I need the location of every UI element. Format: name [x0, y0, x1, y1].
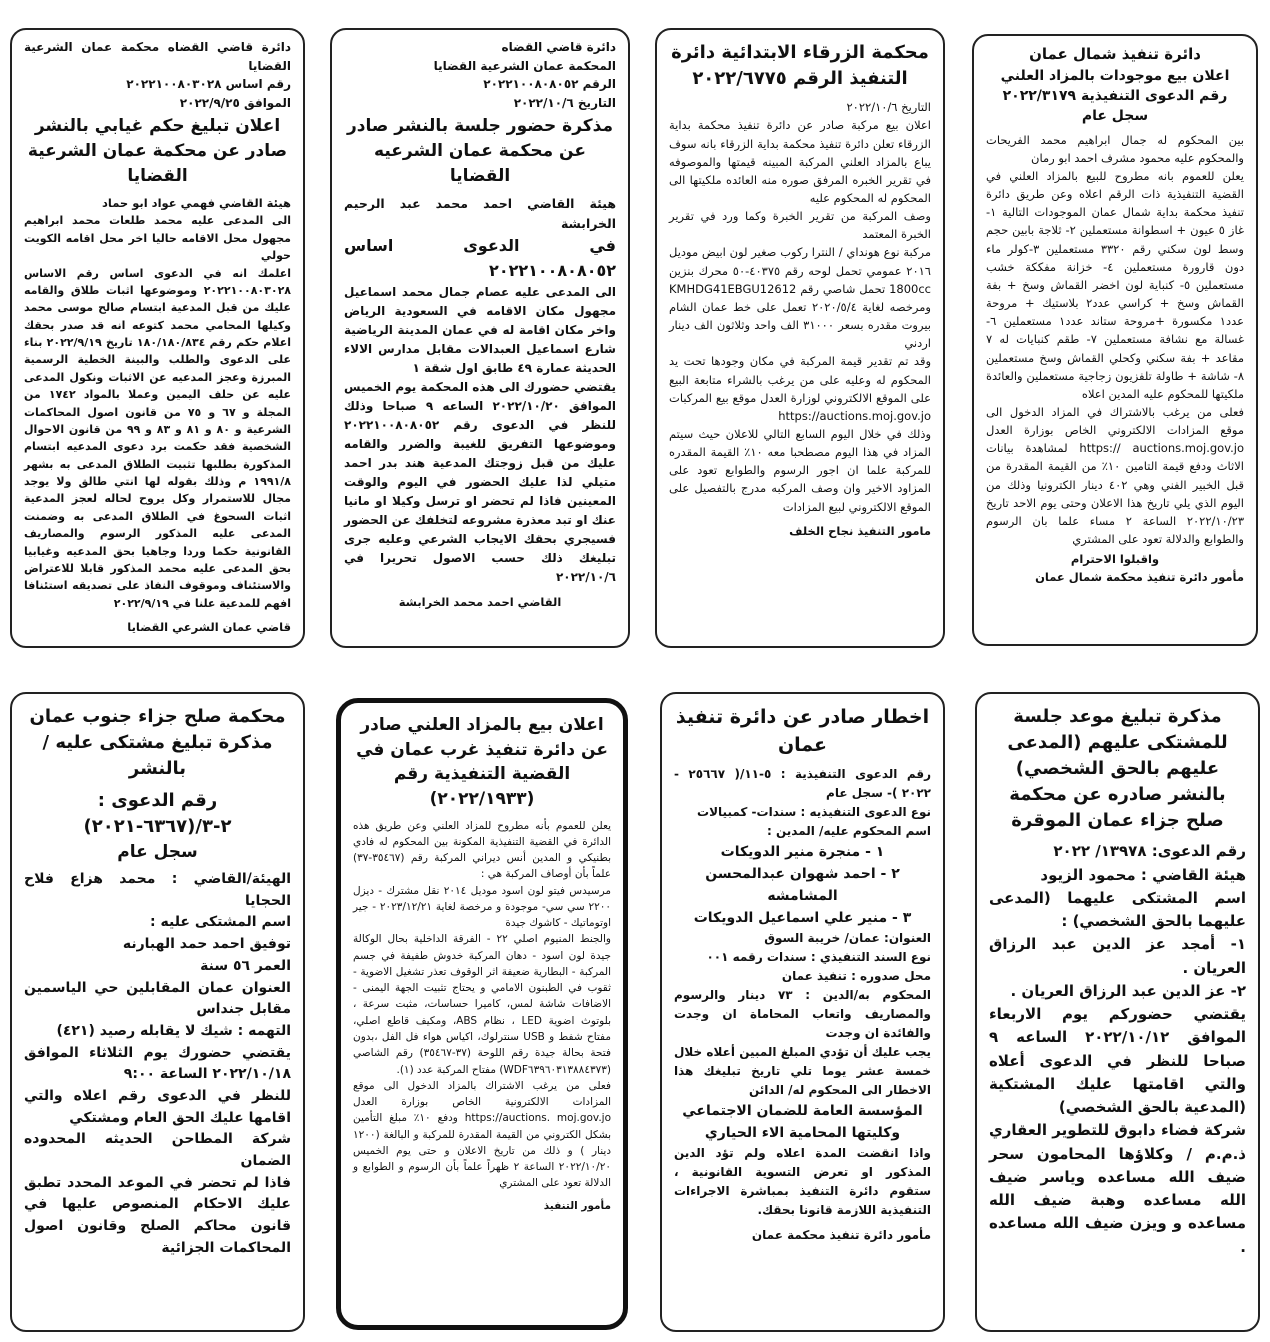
notice-paragraph: اعلمك انه في الدعوى اساس رقم الاساس ٢٠٢٢١٠٠٨٠٣٠٢٨ وموضوعها اثبات طلاق والقامه عليك من قبل المدعية ابتسام صالح موسى محمد وكيلها المحامي محمد كتوعه انه قد صدر بحقك اعلام حكم رقم ١٨٠/١٨٠/٨٣٤ تاريخ ٢٠٢٢/٩/١٩ بناء على الدعوى والطلب والبينة الخطية الرسمية المبرزة وعجز المدعيه عن الاثبات ونكول المدعى عليه عن حلف اليمين وعملا بالمواد ١٧٤٢ من المجلة و ٦٧ و ٧٥ من قانون اصول المحاكمات الشرعية و ٨٠ و ٨١ و ٨٣ و ٩٩ من قانون الاحوال الشخصية فقد حكمت برد دعوى المدعيه ابتسام المذكورة بطلبها تثبيت الطلاق المدعى به بشهر ١٩٩١/٨ م وذلك بقوله لها انتي طالق ولا يوجد مجال للاستمرار وكل يروح لحاله لعجز المدعية اثبات السحوغ في الطلاق المدعى به وضمنت المدعى عليه المذكور الرسوم والمصاريف القانونية حكما وردا وجاهيا بحق المدعيه وغيابيا بحق المدعى عليه محمد المذكور قابلا للاعتراض والاستئناف وموقوف النفاذ على تصديقه استئنافا افهم للمدعية علنا في ٢٠٢٢/٩/١٩ [24, 266, 291, 610]
notice-date: التاريخ ٢٠٢٢/١٠/٦ [846, 100, 931, 115]
notice-defendant: ٢- عز الدين عبد الرزاق العريان . [1010, 981, 1246, 1000]
notice-paragraph: يعلن للعموم بانه مطروح للبيع بالمزاد العلني في القضية التنفيذية ذات الرقم اعلاه وعن طريق دائرة تنفيذ محكمة بداية شمال عمان الموجودات التالية ١- غاز ٥ عيون + اسطوانة مستعملين ٢- ثلاجة بابين حجم وسط لون سكني رقم ٣٣٢٠ مستعملين ٣-كولر ماء دون قارورة مستعملين ٤- خزانة مفككة خشب مستعملين ٥- كنباية لون اخضر القماش وسخ + بفة القماش وسخ + كراسي عدد٢ بلاستيك + مروحة عدد١ مكسورة +مروحة ستاند عدد١ مستعملين ٦- غسالة مع نشافة مستعملين ٧- طقم كنبايات له ٧ مقاعد + بفة سكني وكحلي القماش وسخ مستعملين ٨- شاشة + طاولة تلفزيون زجاجية مستعملين والعائدة ملكيتها للمحكوم عليه المدين اعلاه [986, 168, 1245, 401]
notice-paragraph: فاذا لم تحضر في الموعد المحدد تطبق عليك الاحكام المنصوص عليها في قانون محاكم الصلح وقانون اصول المحاكمات الجزائية [24, 1174, 291, 1256]
notice-judge: الهيئة/القاضي : محمد هزاع فلاح الحجايا [24, 871, 291, 909]
notice-title: اعلان بيع بالمزاد العلني صادر عن دائرة تنفيذ غرب عمان في القضية التنفيذية رقم (٢٠٢٢/١٩٣٣) [356, 715, 608, 809]
notice-closing: واقبلوا الاحترام [1070, 552, 1160, 567]
notice-sharia-court-absentee-judgment [10, 28, 305, 648]
notice-header-line: المحكمة عمان الشرعية القضايا [433, 58, 616, 73]
notice-case-number: في الدعوى اساس ٢٠٢٢١٠٠٨٠٨٠٥٢ [344, 235, 616, 280]
notice-paragraph: الى المدعى عليه عصام جمال محمد اسماعيل مجهول مكان الاقامه في السعودية الرياض واخر مكان اقامة له في عمان المدينة الرياضية شارع اسماعيل العبدالات مقابل مدارس الالاء الحديثة عمارة ٤٩ طابق اول شقة ١ [344, 285, 616, 376]
notice-signature: مأمور دائرة تنفيذ محكمة شمال عمان [1035, 570, 1244, 585]
notice-paragraph: بين المحكوم له جمال ابراهيم محمد الفريحات والمحكوم عليه محمود مشرف احمد ابو رمان [986, 132, 1244, 165]
notice-title: دائرة تنفيذ شمال عمان [1029, 45, 1201, 63]
notice-paragraph: مركبة نوع هونداي / النترا ركوب صغير لون ابيض موديل ٢٠١٦ عمومي تحمل لوحه رقم ٤٠٣٧٥-٥٠ محرك بنزين 1800cc تحمل شاصي رقم KMHDG41EBGU12612 ومرخصه لغاية ٢٠٢٠/٥/٤ تعمل على خط عمان الشام بيروت مقدره بسعر ٣١٠٠٠ الف واحد وثلاثون الف دينار اردني [669, 245, 931, 351]
notice-case-number: رقم الدعوى: ١٣٩٧٨/ ٢٠٢٢ [1053, 842, 1246, 861]
notice-paragraph: يقتضي حضورك الى هذه المحكمة يوم الخميس الموافق ٢٠٢٢/١٠/٢٠ الساعه ٩ صباحا وذلك للنظر في الدعوى رقم ٢٠٢٢١٠٠٨٠٨٠٥٢ وموضوعها التفريق للغيبة والضرر والقامه عليك من قبل زوجتك المدعية هند بدر احمد متيلي لذا عليك الحضور في اليوم والوقت المعينين فاذا لم تحضر او ترسل وكيلا او مانيا عنك او تبد معذرة مشروعه لتخلفك عن الحضور فسيجري بحقك الايجاب الشرعي وعليه جرى تبليغك ذلك حسب الاصول تحريرا في ٢٠٢٢/١٠/٦ [344, 380, 617, 584]
notice-creditor: المؤسسة العامة للضمان الاجتماعي وكليتها المحامية الاء الحياري [682, 1102, 923, 1142]
notice-line: اسم المحكوم عليه/ المدين : [767, 823, 931, 838]
notice-line: العنوان: عمان/ خريبة السوق [764, 931, 931, 946]
notice-line: التهمه : شيك لا يقابله رصيد (٤٢١) [56, 1022, 291, 1039]
notice-judge: هيئة القاضي فهمي عواد ابو حماد [101, 196, 291, 211]
notice-line: نوع السند التنفيذي : سندات رقمه ٠٠١ [706, 950, 931, 965]
notice-signature: مأمور التنفيذ [543, 1199, 611, 1212]
notice-subtitle: اعلان بيع موجودات بالمزاد العلني [1000, 67, 1230, 84]
notice-paragraph: وصف المركبة من تقرير الخبرة وكما ورد في تقرير الخبرة المعتمد [669, 209, 931, 242]
notice-defendants-label: اسم المشتكى عليهما (المدعى عليهما بالحق الشخصي) : [989, 888, 1246, 931]
notice-title: محكمة الزرقاء الابتدائية دائرة التنفيذ الرقم ٢٠٢٢/٦٧٧٥ [671, 42, 929, 90]
notice-line: المحكوم به/الدين : ٧٣ دينار والرسوم والمصاريف واتعاب المحاماة ان وجدت والفائدة ان وجدت [674, 988, 931, 1041]
notice-amman-magistrate-session [975, 692, 1260, 1332]
notice-paragraph: شركة فضاء دابوق للتطوير العقاري ذ.م.م / وكلاؤها المحامون سحر ضيف الله مساعده وياسر ضيف الله مساعده وهبة ضيف الله مساعده و ويزن ضيف الله مساعده . [989, 1121, 1246, 1256]
notice-title: مذكرة تبليغ موعد جلسة للمشتكى عليهم (المدعى عليهم بالحق الشخصي) بالنشر صادره عن محكمة صلح جزاء عمان الموقرة [1007, 706, 1228, 832]
notice-signature: مأمور دائرة تنفيذ محكمة عمان [751, 1227, 931, 1242]
notice-line: شركة المطاحن الحديثه المحدوده الضمان [24, 1131, 291, 1170]
notice-south-amman-magistrate [10, 692, 305, 1332]
notice-paragraph: فعلى من يرغب بالاشتراك في المزاد الدخول الى موقع المزادات الالكتروني الخاص بوزارة العدل https:// auctions.moj.gov.jo لمشاهدة بيانات الاثاث ودفع قيمة التامين ١٠٪ من القيمة المقدرة من قبل الخبير الفني وهي ٤٠٢ دينار الكترونيا وذلك من اليوم الذي يلي تاريخ هذا الاعلان وحتى يوم الاحد تاريخ ٢٠٢٢/١٠/٢٣ الساعة ٢ مساء علما بان الرسوم والطوابع والدلالة تعود على المشتري [986, 404, 1245, 547]
notice-paragraph: اعلان بيع مركبة صادر عن دائرة تنفيذ محكمة بداية الزرقاء تعلن دائرة تنفيذ محكمة بداية الزرقاء بانه سوف يباع بالمزاد العلني المركبة المبينه قيمتها والموصوفه في تقرير الخبره المرفق صوره منه العائده ملكيتها الى المحكوم له المحكوم عليه [669, 118, 931, 205]
notice-title: اخطار صادر عن دائرة تنفيذ عمان [675, 706, 930, 756]
notice-judge: هيئة القاضي : محمود الزيود [1040, 865, 1246, 884]
notice-paragraph: وذلك في خلال اليوم السابع التالي للاعلان حيث سيتم المزاد في هذا اليوم مصطحبا معه ١٠٪ القيمة المقدره للمركبة علما ان اجور الرسوم والطوابع تعود على المزاود الاخير وان وصف المركبه مدرج بالتفصيل على الموقع الالكتروني لبيع المزادات [669, 427, 932, 514]
notice-debtor: ٣ - منير علي اسماعيل الدويكات [693, 910, 912, 927]
notice-line: نوع الدعوى التنفيذيه : سندات- كمبيالات [697, 805, 931, 819]
notice-header-line: رقم اساس ٢٠٢٢١٠٠٨٠٣٠٢٨ [126, 77, 291, 92]
notice-register: سجل عام [117, 842, 198, 863]
notice-header-line: التاريخ ٢٠٢٢/١٠/٦ [513, 95, 616, 110]
notice-defendant: ١- أمجد عز الدين عبد الرزاق العريان . [989, 935, 1246, 977]
notice-signature: مامور التنفيذ نجاح الخلف [789, 523, 931, 538]
notice-header-line: الرقم ٢٠٢٢١٠٠٨٠٨٠٥٢ [483, 77, 616, 92]
notice-north-amman-execution [972, 34, 1258, 646]
notice-title: اعلان تبليغ حكم غيابي بالنشر صادر عن محكمة عمان الشرعية القضايا [27, 116, 288, 186]
notice-title: مذكرة حضور جلسة بالنشر صادر عن محكمة عمان الشرعيه القضايا [346, 116, 614, 186]
notice-line: العنوان عمان المقابلين حي الياسمين مقابل جنداس [24, 979, 291, 1018]
notice-signature: القاضي احمد محمد الخرابشة [398, 594, 562, 609]
notice-paragraph: يقتضي حضورك يوم الثلاثاء الموافق ٢٠٢٢/١٠/١٨ الساعة ٩:٠٠ [24, 1044, 291, 1083]
notice-signature: قاضي عمان الشرعي القضايا [127, 620, 291, 635]
notice-debtor: ١ - منجرة منير الدويكات [720, 843, 885, 860]
notice-amman-execution-warning [660, 692, 945, 1332]
notice-case-number: رقم الدعوى : ٢-٣/(٦٣٦٧-٢٠٢١) [83, 790, 232, 838]
notice-header-line: دائرة قاضي القضاه [501, 40, 616, 54]
notice-header-line: الموافق ٢٠٢٢/٩/٢٥ [179, 95, 291, 110]
notice-sharia-court-session [330, 28, 630, 648]
notice-paragraph: يجب عليك أن تؤدي المبلغ المبين أعلاه خلال خمسة عشر يوما تلي تاريخ تبليغك هذا الاخطار الى المحكوم له/ الدائن [674, 1045, 931, 1097]
notice-paragraph: الى المدعى عليه محمد طلعات محمد ابراهيم مجهول محل الاقامه حاليا اخر محل اقامه الكويت حولي [24, 214, 291, 263]
notice-defendant: توفيق احمد حمد الهبارنه [122, 936, 291, 953]
notice-case-number: رقم الدعوى التنفيذية ٢٠٢٢/٣١٧٩ سجل عام [1002, 88, 1228, 125]
notice-header-line: دائرة قاضي القضاه محكمة عمان الشرعية القضايا [24, 40, 291, 73]
notice-west-amman-auction [336, 698, 628, 1330]
notice-line: محل صدوره : تنفيذ عمان [781, 969, 931, 984]
notice-paragraph: واذا انقضت المدة اعلاه ولم تؤد الدين المذكور او تعرض التسوية القانونية ، ستقوم دائرة التنفيذ بمباشرة الاجراءات التنفيذية اللازمة قانونا بحقك. [674, 1146, 931, 1217]
notice-title: محكمة صلح جزاء جنوب عمان مذكرة تبليغ مشتكى عليه / بالنشر [29, 706, 286, 780]
notice-line: اسم المشتكى عليه : [150, 914, 291, 931]
notice-paragraph: يعلن للعموم بأنه مطروح للمزاد العلني وعن طريق هذه الدائرة في القضية التنفيذية المكونة بين المحكوم له فادي بطنيكي و المدين أنس ديراني المركبة رقم (٣٥٤٦٧-٣٧) علماً بأن أوصاف المركبة هي : [353, 819, 611, 881]
notice-case-number: رقم الدعوى التنفيذية : ٥-١١/( ٢٥٦٦٧ - ٢٠٢٢ )- سجل عام [674, 767, 931, 801]
notice-paragraph: يقتضي حضوركم يوم الاربعاء الموافق ٢٠٢٢/١٠/١٢ الساعه ٩ صباحا للنظر في الدعوى أعلاه والتي اقامتها عليك المشتكية (المدعية بالحق الشخصي) [989, 1005, 1246, 1117]
notice-paragraph: فعلى من يرغب الاشتراك بالمزاد الدخول الى موقع المزادات الالكترونية الخاص بوزارة العدل https://auctions. moj.gov.jo ودفع ١٠٪ مبلغ التأمين بشكل الكتروني من القيمة المقدرة للمركبة و البالغة (١٢٠٠ دينار ) و ذلك من تاريخ الاعلان و حتى يوم الخميس ٢٠٢٢/١٠/٢٠ الساعة ٢ ظهراً علماً بأن الرسوم و الطوابع و الدلالة تعود على المشتري [353, 1079, 611, 1190]
notice-paragraph: وقد تم تقدير قيمة المركبة في مكان وجودها تحت يد المحكوم له وعليه على من يرغب بالشراء متابعة البيع على الموقع الالكتروني لوزارة العدل موقع بيع المركبات https://auctions.moj.gov.jo [669, 354, 931, 423]
notice-judge: هيئة القاضي احمد محمد عبد الرحيم الخرابشة [344, 196, 616, 232]
notice-paragraph: للنظر في الدعوى رقم اعلاه والتي اقامها عليك الحق العام ومشتكي [24, 1087, 291, 1126]
notice-line: العمر ٥٦ سنة [200, 957, 291, 974]
notice-debtor: ٢ - احمد شهوان عبدالمحسن المشامشه [705, 866, 900, 905]
notice-paragraph: مرسيدس فيتو لون اسود موديل ٢٠١٤ نقل مشترك - ديزل ٢٢٠٠ سي سي- موجودة و مرخصة لغاية ٢٠٢٣/١٢/٢١ - جير اوتوماتيك - كاشوك جيدة [353, 884, 612, 930]
notice-paragraph: والجنط المنيوم اصلي ٢٢ - الفرقة الداخلية بحال الوكالة جيدة لون اسود - دهان المركبة خدوش طفيفة في جسم المركبة - البطارية ضعيفة اثر الوقوف تعذر تشغيل الاضوية - ثقوب في الطبنون الامامي و يحتاج تثبيت الجهة اليمنى - الاضافات شاشة لمس، كاميرا حساسات، مثبت سرعة ، بلوتوث اضوية LED ، نظام ABS، ومكيف قاطع اصلي، مفتاح شفط و USB سنترلوك، اكياس هواء فل الفل ،بدون فتحة بحالة جيدة رقم اللوحة (٣٧-٣٥٤٦٧) رقم الشاصي (WDF٦٣٩٦٠٣١٣٨٨٤٣٧٣) مفتاح المركبة عدد (١). [353, 933, 612, 1076]
notice-zarqa-court-vehicle-sale [655, 28, 945, 648]
